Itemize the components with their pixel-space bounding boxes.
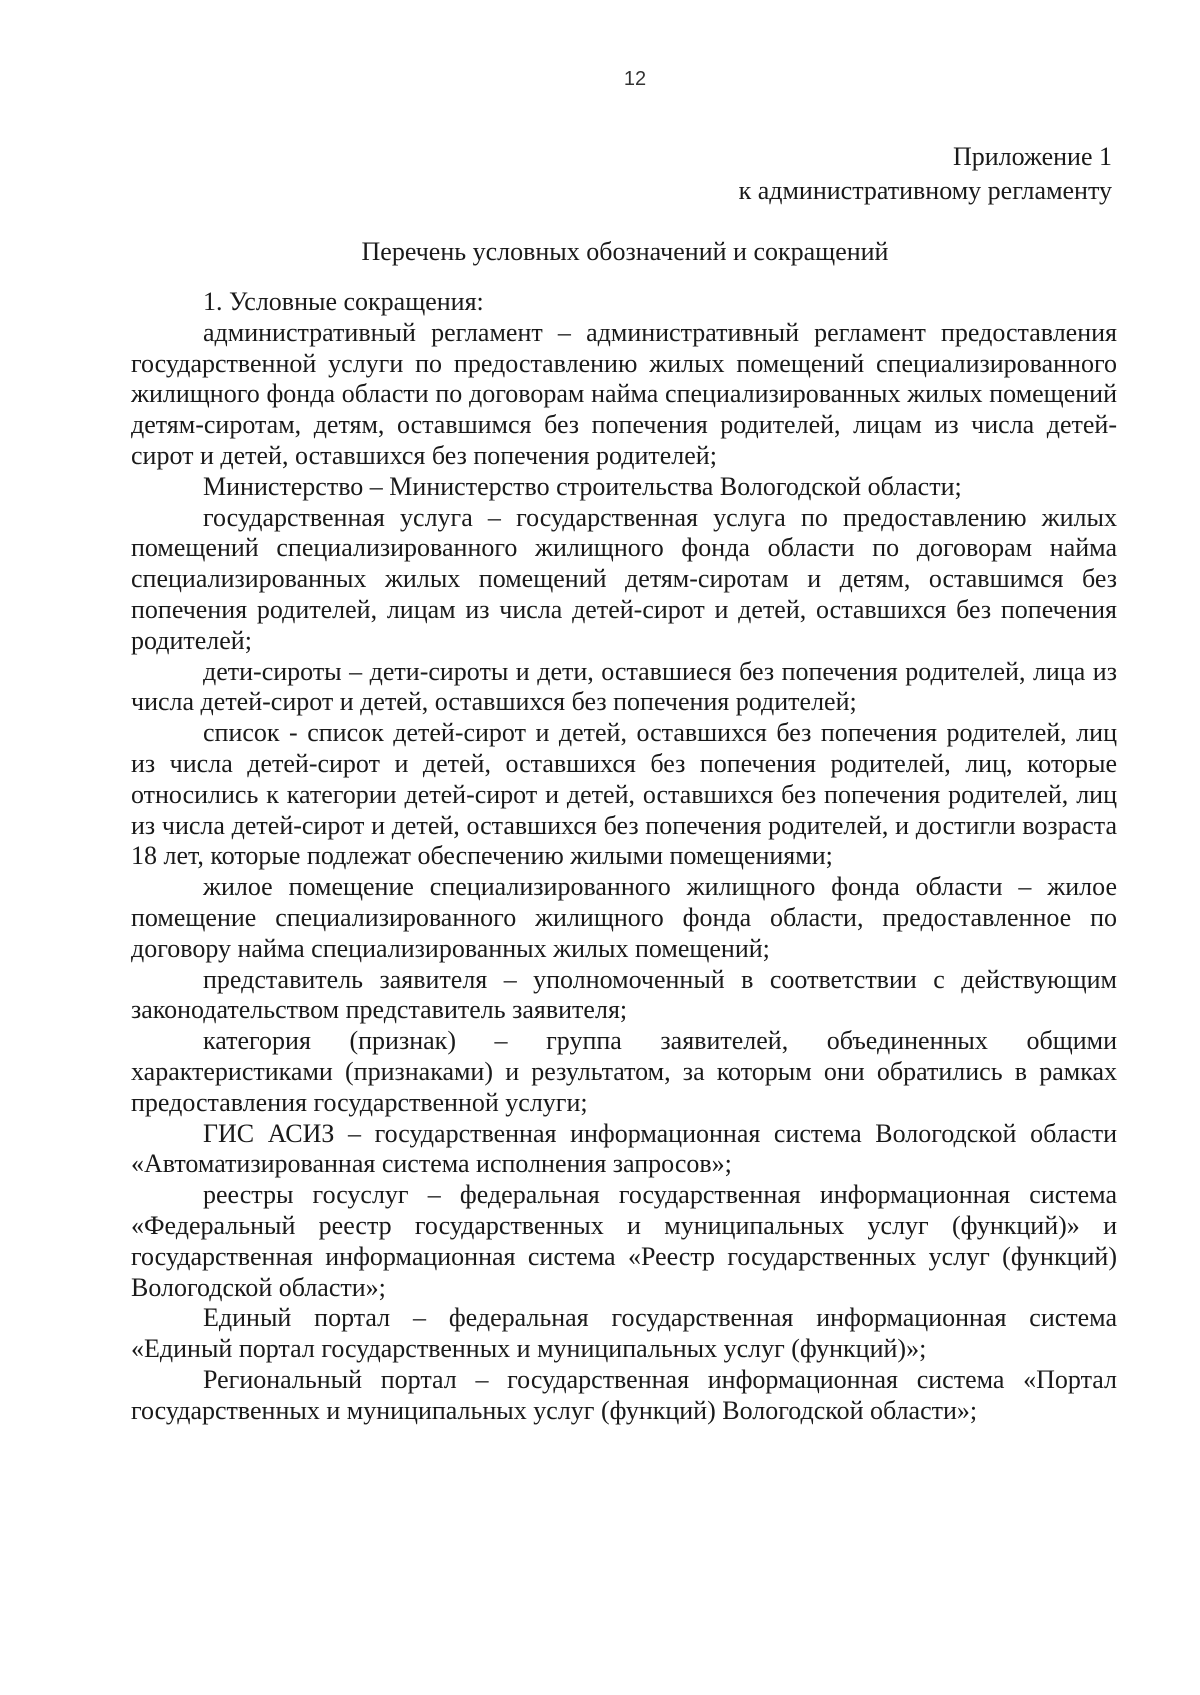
definition-paragraph: Региональный портал – государственная информационная система «Портал государственных и муниципальных услуг (функций) Вологодской области»; [131,1364,1117,1425]
definition-paragraph: реестры госуслуг – федеральная государственная информационная система «Федеральный реестр государственных и муниципальных услуг (функций)» и государственная информационная система «Реестр государственных услуг (функций) Вологодской области»; [131,1180,1117,1302]
definition-paragraph: Единый портал – федеральная государственная информационная система «Единый портал государственных и муниципальных услуг (функций)»; [131,1303,1117,1364]
appendix-line-1: Приложение 1 [952,142,1112,171]
definition-paragraph: представитель заявителя – уполномоченный в соответствии с действующим законодательством представитель заявителя; [131,964,1117,1025]
definition-paragraph: государственная услуга – государственная услуга по предоставлению жилых помещений специализированного жилищного фонда области по договорам найма специализированных жилых помещений детям-сиротам и детям, оставшимся без попечения родителей, лицам из числа детей-сирот и детей, оставшихся без попечения родителей; [131,502,1117,655]
definition-paragraph: жилое помещение специализированного жилищного фонда области – жилое помещение специализированного жилищного фонда области, предоставленное по договору найма специализированных жилых помещений; [131,872,1117,963]
definition-paragraph: Министерство – Министерство строительства Вологодской области; [203,471,962,501]
page-number: 12 [623,68,647,90]
appendix-line-2: к административному регламенту [738,176,1112,205]
appendix-header [739,140,1112,208]
document-title: Перечень условных обозначений и сокращений [361,237,889,266]
definition-paragraph: категория (признак) – группа заявителей, объединенных общими характеристиками (признаками) и результатом, за которым они обратились в рамках предоставления государственной услуги; [131,1026,1117,1117]
definition-paragraph: дети-сироты – дети-сироты и дети, оставшиеся без попечения родителей, лица из числа детей-сирот и детей, оставшихся без попечения родителей; [131,656,1117,717]
section-heading: 1. Условные сокращения: [203,287,484,316]
definition-paragraph: ГИС АСИЗ – государственная информационная система Вологодской области «Автоматизированная система исполнения запросов»; [131,1118,1117,1179]
document-body [131,287,1117,1426]
definition-paragraph: административный регламент – административный регламент предоставления государственной услуги по предоставлению жилых помещений специализированного жилищного фонда области по договорам найма специализированных жилых помещений детям-сиротам, детям, оставшимся без попечения родителей, лицам из числа детей-сирот и детей, оставшихся без попечения родителей; [131,317,1117,470]
definition-paragraph: список - список детей-сирот и детей, оставшихся без попечения родителей, лиц из числа детей-сирот и детей, оставшихся без попечения родителей, лиц, которые относились к категории детей-сирот и детей, оставшихся без попечения родителей, лиц из числа детей-сирот и детей, оставшихся без попечения родителей, и достигли возраста 18 лет, которые подлежат обеспечению жилыми помещениями; [131,718,1117,871]
